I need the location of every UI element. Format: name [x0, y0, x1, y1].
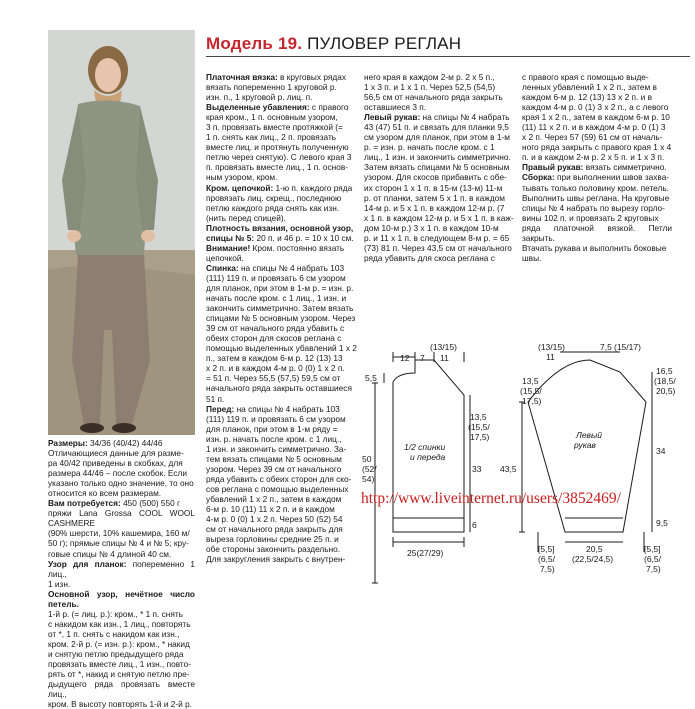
line-text: от *, 1 п. снять с накидом как изн.,	[48, 628, 180, 639]
text-line	[206, 363, 358, 373]
line-text: относится ко всем размерам.	[48, 488, 162, 499]
line-text: Отличающиеся данные для разме-	[48, 448, 184, 459]
text-line	[48, 508, 195, 528]
line-text: вины 102 п. и провязать 2 круговых	[522, 212, 659, 223]
line-text: 4-м р. 0 (0) 1 х 2 п. Через 50 (52) 54	[206, 514, 343, 525]
line-text: 20 п. и 46 р. = 10 х 10 см.	[254, 232, 354, 243]
text-line	[206, 142, 358, 152]
text-line	[206, 152, 358, 162]
text-line	[206, 263, 358, 273]
line-text: 1 изн. и закончить симметрично. За-	[206, 443, 347, 454]
text-line	[522, 243, 672, 253]
dim-body-13-15: (13/15)	[430, 342, 457, 352]
dim-sleeve-left-2: (6,5/	[538, 554, 556, 564]
line-text: ряда убавить с обеих сторон для ско-	[206, 473, 352, 484]
text-line	[206, 193, 358, 203]
text-line	[364, 162, 516, 172]
bold-heading: Левый рукав:	[364, 112, 421, 123]
line-text: р. от планки, затем 5 х 1 п. в каждом	[364, 192, 505, 203]
text-line	[206, 404, 358, 414]
bold-heading: Размеры:	[48, 438, 88, 448]
text-line	[206, 474, 358, 484]
page-title	[206, 34, 461, 54]
text-line	[364, 152, 516, 162]
line-text: Выполнить швы реглана. На круговые	[522, 192, 670, 203]
line-text: (нить перед спицей).	[206, 212, 286, 223]
bold-heading: Сборка:	[522, 172, 555, 183]
text-line	[48, 629, 195, 639]
dim-sleeve-7-5: 7,5	[600, 342, 612, 352]
line-text: с накидом как изн., 1 лиц., повторять	[48, 618, 191, 629]
text-line	[206, 504, 358, 514]
line-text: п., затем в каждом 6-м р. 12 (13) 13	[206, 353, 343, 364]
text-line	[364, 142, 516, 152]
text-line	[48, 639, 195, 649]
line-text: обеих сторон для скосов реглана с	[206, 333, 342, 344]
text-line	[522, 152, 672, 162]
dim-body-13-5: 13,5	[470, 412, 487, 422]
line-text: (73) 81 п. Через 43,5 см от начального	[364, 242, 512, 253]
text-line	[206, 122, 358, 132]
line-text: каждом 6-м р. 12 (13) 13 х 2 п. и в	[522, 92, 653, 103]
line-text: п. и в каждом 2-м р. 2 х 5 п. и 1 х 3 п.	[522, 152, 665, 163]
line-text: дыдущего ряда провязать вместе лиц.,	[48, 679, 195, 700]
line-text: помощью выделенных убавлений 1 х 2	[206, 343, 357, 354]
text-line	[522, 142, 672, 152]
line-text: 43 (47) 51 п. и связать для планки 9,5	[364, 122, 509, 133]
text-line	[522, 223, 672, 243]
title-rule	[206, 56, 690, 57]
text-line	[522, 183, 672, 193]
line-text: Кром. постоянно вязать	[250, 242, 345, 253]
text-line	[48, 468, 195, 478]
text-line	[364, 122, 516, 132]
text-line	[522, 253, 672, 263]
bold-heading: Основной узор, нечётное число петель.	[48, 588, 195, 609]
text-line	[364, 203, 516, 213]
line-text: оставшиеся 3 п.	[364, 102, 427, 113]
line-text: тывать только половину кром. петель.	[522, 182, 669, 193]
line-text: узором. Для скосов прибавить с обе-	[364, 172, 507, 183]
bold-heading: Платочная вязка:	[206, 72, 278, 82]
text-line	[206, 253, 358, 263]
bold-heading: Правый рукав:	[522, 162, 584, 173]
line-text: см от начального ряда закрыть для	[206, 524, 343, 535]
dim-sleeve-16-5: 16,5	[656, 366, 673, 376]
line-text: х 1 п. в каждом 12-м р. и 5 х 1 п. в каж-	[364, 212, 514, 223]
text-line	[364, 193, 516, 203]
line-text: 1-ю п. каждого ряда	[273, 182, 353, 193]
line-text: их сторон 1 х 1 п. в 15-м (13-м) 11-м	[364, 182, 503, 193]
line-text: на спицы № 4 набрать 103	[238, 262, 345, 273]
text-line	[48, 559, 195, 579]
text-line	[48, 448, 195, 458]
dim-sleeve-bottom-sub: (22,5/24,5)	[572, 554, 614, 564]
text-line	[206, 333, 358, 343]
dim-sleeve-17-5: 17,5)	[522, 396, 542, 406]
line-text: начать после кром. с 1 лиц., 1 изн. и	[206, 293, 347, 304]
line-text: края 1 х 2 п., затем в каждом 6-м р. 10	[522, 112, 670, 123]
dim-sleeve-18-5: (18,5/	[654, 376, 676, 386]
dim-sleeve-43-5: 43,5	[500, 464, 517, 474]
text-line	[206, 132, 358, 142]
model-number: Модель 19.	[206, 34, 303, 53]
line-text: ленных убавлений 1 х 2 п., затем в	[522, 82, 657, 93]
dim-sleeve-13-5: 13,5	[522, 376, 539, 386]
bold-heading: Плотность вязания, основной узор,	[206, 222, 354, 233]
text-line	[206, 323, 358, 333]
text-line	[206, 183, 358, 193]
bold-heading: Перед:	[206, 403, 235, 414]
line-text: 39 см от начального ряда убавить с	[206, 323, 345, 334]
text-line	[206, 82, 358, 92]
line-text: лиц., 1 изн. и закончить симметрично.	[364, 152, 511, 163]
line-text: в круговых рядах	[277, 72, 346, 82]
line-text: ра 40/42 приведены в скобках, для	[48, 458, 183, 469]
text-line	[364, 92, 516, 102]
line-text: Для закругления закрыть с внутрен-	[206, 554, 346, 565]
text-line	[206, 162, 358, 172]
text-line	[206, 303, 358, 313]
bold-heading: Кром. цепочкой:	[206, 182, 274, 193]
text-line	[522, 213, 672, 223]
text-column-3	[364, 72, 516, 263]
text-line	[48, 538, 195, 548]
text-line	[206, 454, 358, 464]
dim-sleeve-right-2: (6,5/	[644, 554, 662, 564]
line-text: попеременно 1 лиц.,	[48, 558, 196, 579]
text-column-2	[206, 72, 358, 564]
dim-sleeve-15-5: (15,5/	[520, 386, 542, 396]
text-line	[522, 122, 672, 132]
text-line	[206, 544, 358, 554]
line-text: Затем вязать спицами № 5 основным	[364, 162, 510, 173]
dim-sleeve-11: 11	[546, 352, 555, 362]
text-column-4	[522, 72, 672, 263]
line-text: 56,5 см от начального ряда закрыть	[364, 92, 503, 103]
text-line	[206, 444, 358, 454]
text-line	[48, 649, 195, 659]
dim-body-33: 33	[472, 464, 482, 474]
line-text: провязать вместе лиц., 1 изн., повто-	[48, 659, 192, 670]
dim-body-15-5: (15,5/	[468, 422, 490, 432]
text-line	[206, 343, 358, 353]
dim-sleeve-bottom: 20,5	[586, 544, 603, 554]
line-text: изн. р. начать после кром. с 1 лиц.,	[206, 433, 342, 444]
line-text: 1 изн.	[48, 578, 71, 589]
line-text: см узором для планок, при этом в 1-м	[364, 132, 510, 143]
text-line	[522, 203, 672, 213]
line-text: дом 10-м р.) 3 х 1 п. в каждом 10-м	[364, 222, 499, 233]
line-text: 1 х 3 п. и 1 х 1 п. Через 52,5 (54,5)	[364, 82, 496, 93]
line-text: вязать попеременно 1 круговой р.	[206, 82, 337, 93]
text-line	[48, 579, 195, 589]
line-text: убавлений 1 х 2 п., затем в каждом	[206, 493, 342, 504]
text-line	[48, 699, 195, 709]
text-line	[206, 414, 358, 424]
line-text: 1-й р. (= лиц. р.): кром., * 1 п. снять	[48, 608, 183, 619]
text-line	[206, 243, 358, 253]
text-line	[364, 253, 516, 263]
line-text: = 51 п. Через 55,5 (57,5) 59,5 см от	[206, 373, 341, 384]
line-text: провязать лиц. скрещ., последнюю	[206, 192, 342, 203]
text-line	[206, 373, 358, 383]
text-line	[522, 112, 672, 122]
text-line	[48, 669, 195, 679]
text-line	[206, 112, 358, 122]
text-line	[522, 72, 672, 82]
line-text: 14-м р. и 5 х 1 п. в каждом 12-м р. (7	[364, 202, 505, 213]
text-line	[48, 589, 195, 609]
text-line	[48, 478, 195, 488]
line-text: 1 п. снять как лиц., 2 п. провязать	[206, 132, 337, 143]
dim-sleeve-left-1: [5,5]	[538, 544, 555, 554]
text-line	[48, 659, 195, 669]
sleeve-label-2: рукав	[574, 440, 596, 450]
text-line	[48, 549, 195, 559]
sleeve-label-1: Левый	[576, 430, 602, 440]
dim-sleeve-15-17: (15/17)	[614, 342, 641, 352]
text-line	[206, 172, 358, 182]
line-text: ряда убавить для скоса реглана с	[364, 252, 495, 263]
text-line	[206, 72, 358, 82]
text-line	[206, 434, 358, 444]
text-line	[206, 464, 358, 474]
text-line	[522, 193, 672, 203]
line-text: 50 г); прямые спицы № 4 и № 5; кру-	[48, 538, 189, 549]
line-text: тем вязать спицами № 5 основным	[206, 453, 342, 464]
bold-heading: Внимание!	[206, 242, 251, 253]
line-text: (90% шерсти, 10% кашемира, 160 м/	[48, 528, 190, 539]
model-photo	[48, 30, 195, 435]
dim-sleeve-right-1: [5,5]	[644, 544, 661, 554]
watermark-url: http://www.liveinternet.ru/users/3852469/	[361, 490, 621, 507]
text-line	[364, 213, 516, 223]
text-line	[48, 528, 195, 538]
pattern-schematic	[360, 342, 690, 592]
dim-body-5-5: 5,5	[365, 373, 377, 383]
line-text: выреза горловины средние 25 п. и	[206, 534, 339, 545]
text-line	[48, 438, 195, 448]
dim-sleeve-left-3: 7,5)	[540, 564, 555, 574]
text-column-1	[48, 438, 195, 709]
line-text: ного ряда закрыть с правого края 1 х 4	[522, 142, 672, 153]
text-line	[206, 394, 358, 404]
line-text: узором. Через 39 см от начального	[206, 463, 342, 474]
text-line	[364, 172, 516, 182]
text-line	[522, 92, 672, 102]
text-line	[48, 679, 195, 699]
model-photo-illustration	[48, 30, 195, 435]
text-line	[522, 162, 672, 172]
dim-sleeve-13-15: (13/15)	[538, 342, 565, 352]
line-text: (111) 119 п. и провязать 6 см узором	[206, 272, 346, 283]
line-text: при выполнении швов захва-	[554, 172, 670, 183]
text-line	[48, 458, 195, 468]
text-line	[364, 223, 516, 233]
text-line	[206, 102, 358, 112]
text-line	[206, 283, 358, 293]
line-text: ным узором, кром.	[206, 172, 278, 183]
text-line	[206, 353, 358, 363]
line-text: края кром., 1 п. основным узором,	[206, 112, 338, 123]
text-line	[206, 203, 358, 213]
body-piece-label-2: и переда	[410, 452, 446, 462]
text-line	[206, 484, 358, 494]
line-text: обе стороны закончить раздельно.	[206, 544, 341, 555]
line-text: цепочкой.	[206, 252, 244, 263]
text-line	[364, 233, 516, 243]
text-line	[206, 293, 358, 303]
dim-body-12: 12	[400, 353, 410, 363]
dim-sleeve-20-5: 20,5)	[656, 386, 676, 396]
dim-body-width: 25(27/29)	[407, 548, 444, 558]
text-line	[206, 233, 358, 243]
line-text: п. провязать вместе лиц., 1 п. основ-	[206, 162, 348, 173]
text-line	[522, 132, 672, 142]
line-text: рять от *, накид и снятую петлю пре-	[48, 669, 190, 680]
bold-heading: спицы № 5:	[206, 232, 255, 243]
line-text: на спицы № 4 набрать 103	[234, 403, 340, 414]
line-text: 6-м р. 10 (11) 11 х 2 п. и в каждом	[206, 504, 335, 515]
line-text: 3 п. провязать вместе протяжкой (=	[206, 122, 343, 133]
text-line	[364, 132, 516, 142]
line-text: пряжи Lana Grossa COOL WOOL CASHMERE	[48, 508, 195, 529]
text-line	[206, 273, 358, 283]
line-text: размера 44/46 – после скобок. Если	[48, 468, 187, 479]
line-text: него края в каждом 2-м р. 2 х 5 п.,	[364, 72, 495, 82]
line-text: Втачать рукава и выполнить боковые	[522, 242, 667, 253]
text-line	[206, 383, 358, 393]
text-line	[364, 82, 516, 92]
text-line	[364, 102, 516, 112]
line-text: х 2 п. и в каждом 4-м р. 0 (0) 1 х 2 п.	[206, 363, 345, 374]
line-text: и снятую петлю предыдущего ряда	[48, 648, 184, 659]
line-text: изн. п., 1 круговой р. лиц. п.	[206, 92, 313, 103]
dim-sleeve-34: 34	[656, 446, 666, 456]
dim-body-17-5: 17,5)	[470, 432, 490, 442]
line-text: сов реглана с помощью выделенных	[206, 483, 349, 494]
line-text: каждом 4-м р. 0 (1) 3 х 2 п., а с левого	[522, 102, 669, 113]
line-text: х 2 п. Через 57 (59) 61 см от началь-	[522, 132, 663, 143]
line-text: петлю каждого ряда снять как изн.	[206, 202, 340, 213]
text-line	[206, 424, 358, 434]
dim-body-11: 11	[440, 353, 449, 363]
line-text: указано только одно значение, то оно	[48, 478, 194, 489]
text-line	[522, 102, 672, 112]
bold-heading: Узор для планок:	[48, 558, 127, 569]
line-text: кром. 2-й р. (= изн. р.): кром., * накид	[48, 638, 190, 649]
line-text: р. = изн. р. начать после кром. с 1	[364, 142, 495, 153]
text-line	[206, 494, 358, 504]
line-text: говые спицы № 4 длиной 40 см.	[48, 548, 172, 559]
text-line	[48, 498, 195, 508]
line-text: для планок, при этом в 1-м ряду =	[206, 423, 338, 434]
line-text: спицы № 4 набрать по вырезу горло-	[522, 202, 665, 213]
line-text: с правого края с помощью выде-	[522, 72, 649, 82]
line-text: р. и 11 х 1 п. в следующем 8-м р. = 65	[364, 232, 510, 243]
text-line	[364, 72, 516, 82]
body-piece-label-1: 1/2 спинки	[404, 442, 446, 452]
dim-body-7: 7	[420, 353, 425, 363]
line-text: на спицы № 4 набрать	[420, 112, 510, 123]
dim-body-54: 54)	[362, 474, 375, 484]
text-line	[206, 514, 358, 524]
line-text: закончить симметрично. Затем вязать	[206, 303, 354, 314]
text-line	[206, 92, 358, 102]
text-line	[522, 172, 672, 182]
dim-body-52: (52/	[362, 464, 377, 474]
bold-heading: Спинка:	[206, 262, 239, 273]
dim-body-6: 6	[472, 520, 477, 530]
line-text: (111) 119 п. и провязать 6 см узором	[206, 413, 346, 424]
garment-name: ПУЛОВЕР РЕГЛАН	[307, 34, 462, 53]
line-text: с правого	[309, 102, 349, 113]
text-line	[206, 213, 358, 223]
dim-body-50: 50	[362, 454, 372, 464]
line-text: кром. В высоту повторять 1-й и 2-й р.	[48, 699, 192, 709]
line-text: вместе лиц. и протянуть полученную	[206, 142, 349, 153]
text-line	[48, 488, 195, 498]
line-text: начального ряда закрыть оставшиеся	[206, 383, 352, 394]
line-text: вязать симметрично.	[583, 162, 667, 173]
bold-heading: Вам потребуется:	[48, 498, 121, 509]
text-line	[206, 534, 358, 544]
text-line	[206, 524, 358, 534]
line-text: 450 (500) 550 г	[120, 498, 181, 509]
line-text: 51 п.	[206, 393, 225, 404]
text-line	[364, 183, 516, 193]
line-text: спицами № 5 основным узором. Через	[206, 313, 356, 324]
dim-sleeve-9-5: 9,5	[656, 518, 668, 528]
text-line	[206, 554, 358, 564]
text-line	[522, 82, 672, 92]
text-line	[48, 619, 195, 629]
text-line	[48, 609, 195, 619]
line-text: швы.	[522, 252, 542, 263]
line-text: петлю через снятую). С левого края 3	[206, 152, 352, 163]
dim-sleeve-right-3: 7,5)	[646, 564, 661, 574]
line-text: для планок, при этом в 1-м р. = изн. р.	[206, 282, 354, 293]
line-text: ряда платочной вязкой. Петли закрыть.	[522, 222, 672, 243]
text-line	[206, 223, 358, 233]
bold-heading: Выделенные убавления:	[206, 102, 310, 113]
text-line	[206, 313, 358, 323]
line-text: (11) 11 х 2 п. и в каждом 4-м р. 0 (1) 3	[522, 122, 666, 133]
text-line	[364, 243, 516, 253]
text-line	[364, 112, 516, 122]
line-text: 34/36 (40/42) 44/46	[87, 438, 163, 448]
